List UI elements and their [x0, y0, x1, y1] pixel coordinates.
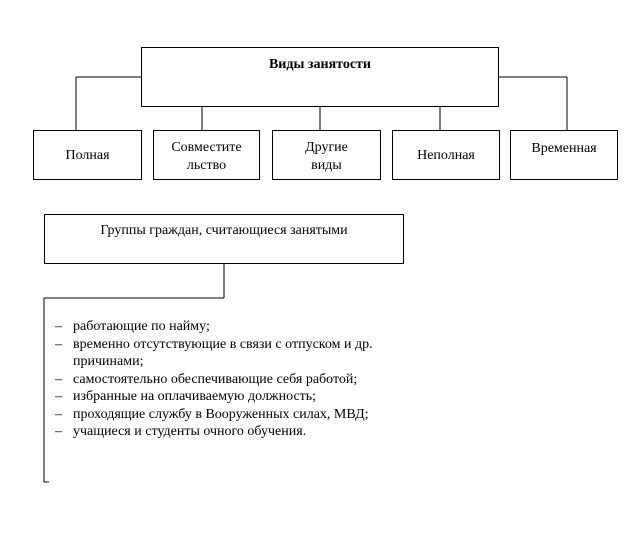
list-item — [55, 336, 415, 371]
employed-groups-title-box — [44, 214, 404, 264]
list-item — [55, 423, 415, 441]
list-bullet: – — [55, 424, 62, 439]
list-bullet: – — [55, 389, 62, 404]
list-bullet: – — [55, 336, 62, 352]
employment-type-label: Совместите льство — [171, 140, 242, 173]
employment-types-title-box — [141, 47, 499, 107]
list-item-text: учащиеся и студенты очного обучения. — [73, 424, 307, 439]
employment-type-label: Другие виды — [305, 140, 348, 173]
list-item-text: работающие по найму; — [73, 319, 210, 334]
employment-type-full — [33, 130, 142, 180]
employed-groups-list — [55, 318, 415, 441]
list-item — [55, 406, 415, 424]
list-item — [55, 318, 415, 336]
employed-groups-title: Группы граждан, считающиеся занятыми — [100, 223, 348, 238]
employment-type-other — [272, 130, 381, 180]
employment-type-combined — [153, 130, 260, 180]
list-item-text: избранные на оплачиваемую должность; — [73, 389, 317, 404]
list-item — [55, 388, 415, 406]
list-bullet: – — [55, 319, 62, 334]
employment-types-title: Виды занятости — [268, 57, 372, 72]
employment-type-temporary — [510, 130, 618, 180]
list-bullet: – — [55, 406, 62, 422]
list-item-text: временно отсутствующие в связи с отпуском и др. причинами; — [73, 336, 373, 369]
employment-type-partial — [392, 130, 500, 180]
employment-type-label: Неполная — [417, 148, 475, 163]
employment-type-label: Полная — [65, 148, 110, 163]
list-item — [55, 371, 415, 389]
list-bullet: – — [55, 371, 62, 387]
list-item-text: проходящие службу в Вооруженных силах, МВД; — [73, 406, 369, 422]
employment-type-label: Временная — [531, 141, 597, 156]
list-item-text: самостоятельно обеспечивающие себя работой; — [73, 371, 358, 387]
